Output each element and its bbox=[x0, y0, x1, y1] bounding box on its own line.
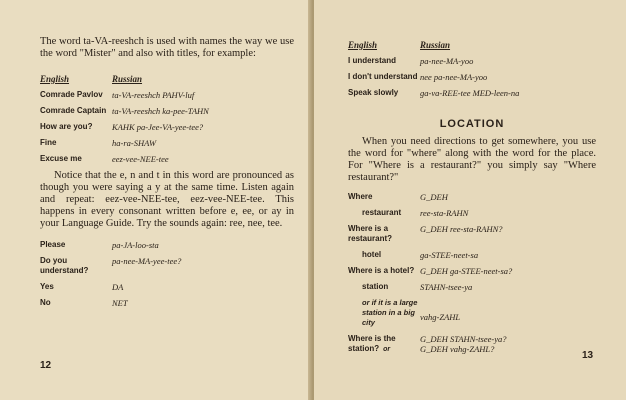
section-title: LOCATION bbox=[439, 118, 505, 130]
table-row bbox=[348, 250, 596, 260]
phrase-english: Where is a hotel? bbox=[348, 266, 415, 275]
phrase-table bbox=[348, 192, 596, 292]
table-row bbox=[348, 192, 596, 202]
phrase-table bbox=[348, 56, 596, 98]
phrase-english: restaurant bbox=[362, 208, 402, 217]
table-row bbox=[348, 266, 596, 276]
header-russian: Russian bbox=[112, 74, 143, 84]
table-row bbox=[348, 72, 596, 82]
table-row bbox=[348, 334, 596, 355]
table-row bbox=[348, 282, 596, 292]
phrase-english: or if it is a large station in a big city bbox=[362, 298, 418, 327]
table-row bbox=[40, 138, 294, 148]
phrase-english: Please bbox=[40, 240, 66, 249]
phrase-russian: vahg-ZAHL bbox=[420, 312, 461, 322]
phrase-russian: pa-nee-MA-yee-tee? bbox=[112, 256, 182, 266]
phrase-russian: ta-VA-reeshch ka-pee-TAHN bbox=[112, 106, 209, 116]
table-row bbox=[40, 256, 294, 276]
location-paragraph: When you need directions to get somewhere, you use the word for "where" along with the word for the place. For "Where is a restaurant?" you simply say "Where restaurant?" bbox=[348, 136, 596, 183]
phrase-english: Fine bbox=[40, 138, 57, 147]
phrase-russian: ha-ra-SHAW bbox=[112, 138, 157, 148]
header-english: English bbox=[40, 74, 70, 84]
phrase-russian: DA bbox=[112, 282, 124, 292]
phrase-english bbox=[348, 334, 420, 355]
phrase-table bbox=[40, 240, 294, 308]
phrase-english: Comrade Pavlov bbox=[40, 90, 103, 99]
phrase-english: Where is a restaurant? bbox=[348, 224, 393, 243]
phrase-english-text: Where is the station? bbox=[348, 334, 396, 353]
phrase-russian: nee pa-nee-MA-yoo bbox=[420, 72, 488, 82]
phrase-russian: pa-JA-loo-sta bbox=[112, 240, 159, 250]
table-header bbox=[40, 74, 294, 84]
phrase-english: Yes bbox=[40, 282, 54, 291]
notice-paragraph: Notice that the e, n and t in this word are pronounced as though you were saying a y at the same time. Listen again and repeat: eez-vee-NEE-tee, eez-vee-NEE-tee. This happens in every consonant written before e, ee, or ay in your Language Guide. Try the sounds again: ree, nee, tee. bbox=[40, 170, 294, 229]
table-row bbox=[348, 56, 596, 66]
phrase-russian: G_DEH bbox=[420, 192, 448, 202]
table-row bbox=[40, 154, 294, 164]
phrase-russian: KAHK pa-Jee-VA-yee-tee? bbox=[112, 122, 204, 132]
table-row bbox=[348, 224, 596, 244]
phrase-russian: pa-nee-MA-yoo bbox=[420, 56, 474, 66]
table-row bbox=[40, 298, 294, 308]
phrase-russian: G_DEH ree-sta-RAHN? bbox=[420, 224, 503, 234]
table-row bbox=[348, 208, 596, 218]
phrase-russian: ga-STEE-neet-sa bbox=[420, 250, 479, 260]
phrase-russian: G_DEH ga-STEE-neet-sa? bbox=[420, 266, 513, 276]
page-number: 12 bbox=[40, 360, 52, 371]
table-row bbox=[40, 106, 294, 116]
right-page bbox=[314, 0, 626, 400]
table-row bbox=[40, 90, 294, 100]
header-russian: Russian bbox=[420, 40, 451, 50]
table-row bbox=[40, 122, 294, 132]
table-row bbox=[348, 298, 596, 328]
phrase-russian: eez-vee-NEE-tee bbox=[112, 154, 169, 164]
phrase-russian bbox=[420, 334, 596, 354]
phrase-english: No bbox=[40, 298, 51, 307]
phrase-table bbox=[40, 90, 294, 164]
phrase-russian: NET bbox=[112, 298, 128, 308]
intro-paragraph: The word ta-VA-reeshch is used with names the way we use the word "Mister" and also with titles, for example: bbox=[40, 36, 294, 59]
phrase-english: Do you understand? bbox=[40, 256, 89, 275]
or-label: or bbox=[383, 346, 391, 353]
phrase-english: Speak slowly bbox=[348, 88, 399, 97]
phrase-english: station bbox=[362, 282, 389, 291]
phrase-russian: ga-va-REE-tee MED-leen-na bbox=[420, 88, 520, 98]
phrase-russian: ree-sta-RAHN bbox=[420, 208, 469, 218]
table-header bbox=[348, 40, 596, 50]
phrase-english: Where bbox=[348, 192, 373, 201]
phrase-english: How are you? bbox=[40, 122, 93, 131]
left-page bbox=[0, 0, 312, 400]
phrase-russian-line: G_DEH vahg-ZAHL? bbox=[420, 344, 495, 354]
table-row bbox=[348, 88, 596, 98]
table-row bbox=[40, 282, 294, 292]
phrase-russian: STAHN-tsee-ya bbox=[420, 282, 473, 292]
header-english: English bbox=[348, 40, 378, 50]
phrase-russian-line: G_DEH STAHN-tsee-ya? bbox=[420, 334, 507, 344]
phrase-english: Comrade Captain bbox=[40, 106, 107, 115]
phrase-english: Excuse me bbox=[40, 154, 82, 163]
phrase-english: I understand bbox=[348, 56, 397, 65]
page-number: 13 bbox=[582, 350, 594, 361]
phrase-russian: ta-VA-reeshch PAHV-luf bbox=[112, 90, 195, 100]
phrase-english: hotel bbox=[362, 250, 382, 259]
phrase-english: I don't understand bbox=[348, 72, 418, 81]
table-row bbox=[40, 240, 294, 250]
